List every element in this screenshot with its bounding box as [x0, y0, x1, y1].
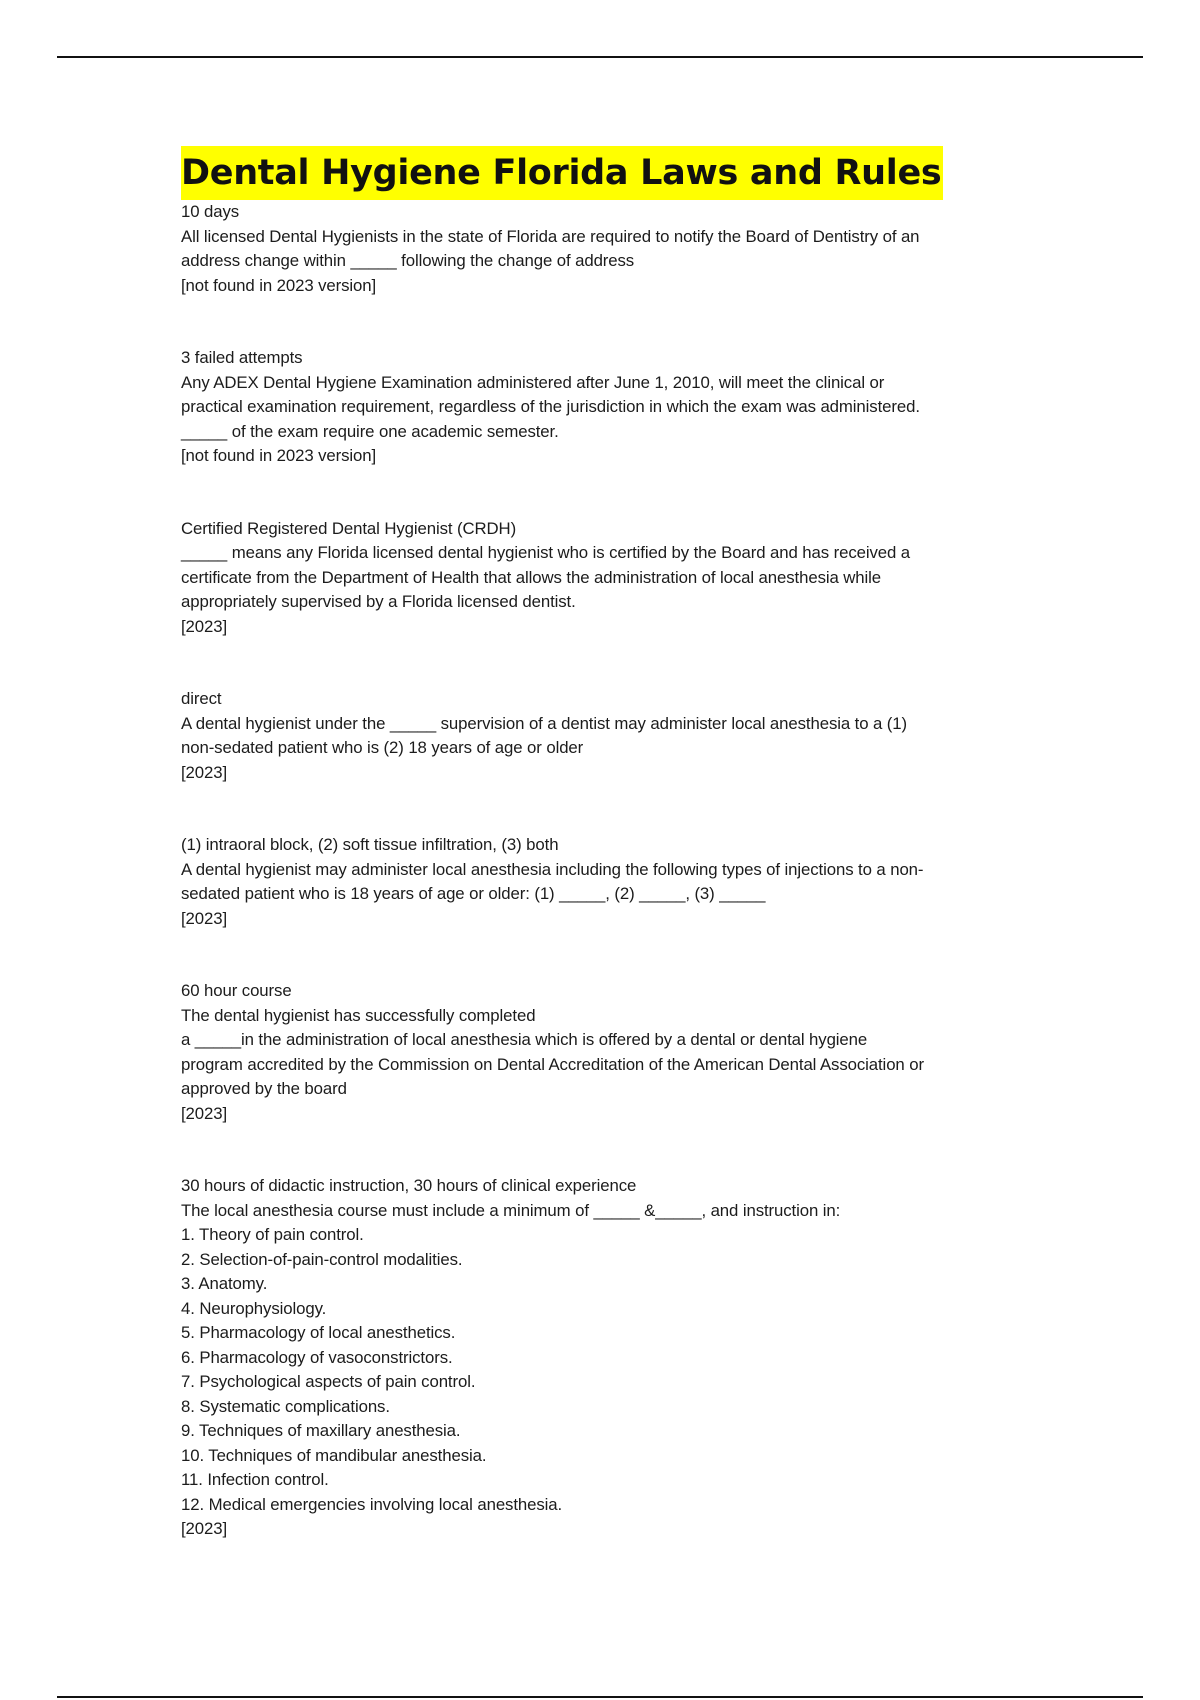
flashcard-definition-line: 7. Psychological aspects of pain control. [181, 1372, 476, 1391]
flashcard [181, 1174, 1031, 1542]
flashcard-definition-line: 3. Anatomy. [181, 1274, 268, 1293]
page-title: Dental Hygiene Florida Laws and Rules [181, 146, 943, 200]
flashcard-version-tag: [2023] [181, 616, 228, 636]
flashcard-definition-line: 5. Pharmacology of local anesthetics. [181, 1323, 456, 1342]
flashcard-term: 3 failed attempts [181, 348, 303, 367]
flashcard-definition-line: non-sedated patient who is (2) 18 years of age or older [181, 738, 584, 757]
bottom-rule [57, 1696, 1143, 1698]
flashcard-definition-line: certificate from the Department of Health that allows the administration of local anesthesia while [181, 567, 882, 587]
flashcard-definition-line: 12. Medical emergencies involving local anesthesia. [181, 1494, 563, 1514]
flashcard-definition-line: _____ means any Florida licensed dental hygienist who is certified by the Board and has received a [181, 543, 911, 562]
flashcard-version-tag: [2023] [181, 1103, 228, 1123]
flashcard-version-tag: [2023] [181, 1519, 228, 1538]
flashcard-term: 60 hour course [181, 981, 292, 1000]
flashcard-definition-line: 9. Techniques of maxillary anesthesia. [181, 1421, 461, 1440]
flashcard-definition-line: 1. Theory of pain control. [181, 1225, 364, 1244]
flashcard-definition-line: A dental hygienist under the _____ supervision of a dentist may administer local anesthesia to a (1) [181, 713, 908, 733]
flashcard [181, 979, 1031, 1126]
flashcard-definition-line: a _____in the administration of local anesthesia which is offered by a dental or dental hygiene [181, 1030, 868, 1049]
document-body [181, 146, 1031, 1542]
flashcard-version-tag: [2023] [181, 762, 228, 782]
flashcard-definition-line: 10. Techniques of mandibular anesthesia. [181, 1445, 487, 1465]
flashcard-definition-line: 6. Pharmacology of vasoconstrictors. [181, 1347, 453, 1367]
flashcard-definition-line: 2. Selection-of-pain-control modalities. [181, 1249, 463, 1269]
flashcard-definition-line: program accredited by the Commission on Dental Accreditation of the American Dental Association or [181, 1054, 924, 1074]
flashcard [181, 200, 1031, 298]
flashcard [181, 346, 1031, 469]
flashcard-definition-line: 8. Systematic complications. [181, 1396, 390, 1416]
flashcard-definition-line: address change within _____ following the change of address [181, 251, 635, 270]
flashcard [181, 687, 1031, 785]
flashcard-definition-line: sedated patient who is 18 years of age or older: (1) _____, (2) _____, (3) _____ [181, 884, 766, 903]
flashcard-definition-line: practical examination requirement, regardless of the jurisdiction in which the exam was administered. [181, 397, 920, 416]
top-rule [57, 56, 1143, 58]
flashcard-list [181, 200, 1031, 1542]
flashcard-definition-line: appropriately supervised by a Florida licensed dentist. [181, 592, 576, 611]
flashcard-version-tag: [2023] [181, 908, 228, 928]
flashcard-definition-line: Any ADEX Dental Hygiene Examination administered after June 1, 2010, will meet the clinical or [181, 372, 885, 392]
flashcard-definition-line: approved by the board [181, 1079, 347, 1098]
flashcard-term: 10 days [181, 202, 240, 221]
flashcard-term: (1) intraoral block, (2) soft tissue infiltration, (3) both [181, 835, 559, 854]
flashcard [181, 833, 1031, 931]
flashcard-term: 30 hours of didactic instruction, 30 hours of clinical experience [181, 1176, 637, 1195]
flashcard-term: direct [181, 689, 222, 708]
flashcard-definition-line: 4. Neurophysiology. [181, 1298, 327, 1318]
flashcard [181, 517, 1031, 640]
flashcard-definition-line: _____ of the exam require one academic semester. [181, 421, 559, 441]
flashcard-term: Certified Registered Dental Hygienist (CRDH) [181, 518, 517, 538]
flashcard-definition-line: A dental hygienist may administer local anesthesia including the following types of injections to a non- [181, 859, 924, 879]
flashcard-version-tag: [not found in 2023 version] [181, 275, 377, 295]
flashcard-version-tag: [not found in 2023 version] [181, 446, 377, 465]
flashcard-definition-line: All licensed Dental Hygienists in the state of Florida are required to notify the Board of Dentistry of an [181, 226, 920, 246]
flashcard-definition-line: The dental hygienist has successfully completed [181, 1005, 536, 1025]
flashcard-definition-line: 11. Infection control. [181, 1470, 329, 1489]
flashcard-definition-line: The local anesthesia course must include a minimum of _____ &_____, and instruction in: [181, 1200, 841, 1220]
